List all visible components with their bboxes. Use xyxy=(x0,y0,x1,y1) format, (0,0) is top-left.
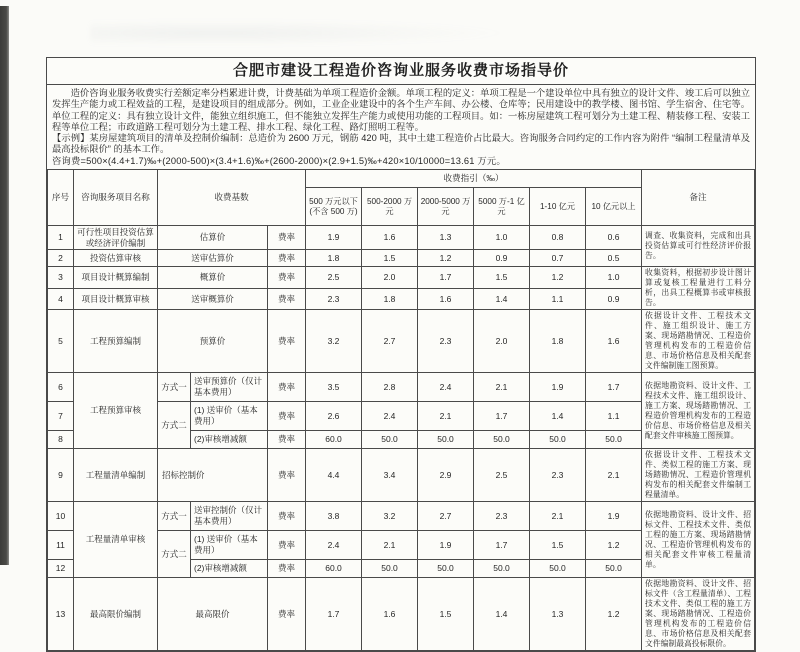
rate-label: 费率 xyxy=(268,531,306,560)
row-seq: 6 xyxy=(48,373,74,402)
row-seq: 7 xyxy=(48,402,74,431)
rate-value: 2.1 xyxy=(586,449,642,502)
rate-value: 0.6 xyxy=(586,226,642,250)
rate-value: 1.1 xyxy=(586,402,642,431)
rate-value: 2.4 xyxy=(362,402,418,431)
rate-value: 2.3 xyxy=(418,310,474,373)
table-row xyxy=(48,449,755,502)
service-name: 投资估算审核 xyxy=(74,250,158,267)
row-seq: 1 xyxy=(48,226,74,250)
example-paragraph: 【示例】某房屋建筑项目的清单及控制价编制：总造价为 2600 万元，钢筋 420 吨，其中土建工程造价占比最大。咨询服务合同约定的工作内容为附件 “编制工程量清单及最高投标限价” 的基本工作。 xyxy=(52,133,750,155)
fee-base-desc: (2)审核增减额 xyxy=(191,560,268,578)
rate-value: 2.5 xyxy=(306,267,362,289)
table-row xyxy=(48,578,755,651)
rate-value: 1.6 xyxy=(362,226,418,250)
fee-base: 送审估算价 xyxy=(158,250,268,267)
note-cell: 调查、收集资料，完成和出具投资估算或可行性经济评价报告。 xyxy=(642,226,755,267)
rate-value: 1.5 xyxy=(474,267,530,289)
row-seq: 12 xyxy=(48,560,74,578)
method-label: 方式二 xyxy=(158,531,191,578)
fee-base: 估算价 xyxy=(158,226,268,250)
rate-value: 2.5 xyxy=(474,449,530,502)
rate-value: 2.1 xyxy=(474,373,530,402)
row-seq: 13 xyxy=(48,578,74,651)
note-cell: 收集资料，根据初步设计图计算或复核工程量进行工料分析，出具工程概算书或审核报告。 xyxy=(642,267,755,310)
rate-value: 50.0 xyxy=(362,431,418,449)
rate-value: 0.7 xyxy=(530,250,586,267)
note-cell: 依据地勘资料、设计文件、工程技术文件、施工组织设计、施工方案、现场踏勘情况、工程造价管理机构发布的工程造价信息、市场价格信息及相关配套文件审核施工图预算。 xyxy=(642,373,755,449)
row-seq: 10 xyxy=(48,502,74,531)
rate-value: 50.0 xyxy=(418,431,474,449)
service-name: 可行性项目投资估算或经济评价编制 xyxy=(74,226,158,250)
note-cell: 依据设计文件、工程技术文件、类似工程的施工方案、现场踏勘情况、工程造价管理机构发布的相关配套文件编制工程量清单。 xyxy=(642,449,755,502)
rate-value: 1.2 xyxy=(530,267,586,289)
header-note: 备注 xyxy=(642,170,755,226)
rate-value: 1.5 xyxy=(362,250,418,267)
row-seq: 5 xyxy=(48,310,74,373)
rate-label: 费率 xyxy=(268,402,306,431)
row-seq: 2 xyxy=(48,250,74,267)
rate-value: 1.3 xyxy=(418,226,474,250)
rate-label: 费率 xyxy=(268,250,306,267)
row-seq: 3 xyxy=(48,267,74,289)
header-range-4: 5000 万-1 亿元 xyxy=(474,188,530,226)
rate-value: 1.7 xyxy=(474,402,530,431)
rate-value: 50.0 xyxy=(474,560,530,578)
rate-value: 1.5 xyxy=(418,578,474,651)
rate-value: 50.0 xyxy=(474,431,530,449)
row-seq: 4 xyxy=(48,288,74,310)
rate-value: 1.4 xyxy=(474,578,530,651)
header-range-2: 500-2000 万元 xyxy=(362,188,418,226)
rate-label: 费率 xyxy=(268,578,306,651)
table-row xyxy=(48,267,755,289)
note-cell: 依据地勘资料、设计文件、招标文件、工程技术文件、类似工程的施工方案、现场踏勘情况、工程造价管理机构发布的相关配套文件审核工程量清单。 xyxy=(642,502,755,578)
header-seq: 序号 xyxy=(48,170,74,226)
rate-value: 1.0 xyxy=(474,226,530,250)
rate-value: 2.4 xyxy=(306,531,362,560)
fee-table-body xyxy=(48,226,755,651)
rate-value: 3.4 xyxy=(362,449,418,502)
rate-value: 1.2 xyxy=(586,531,642,560)
rate-value: 1.0 xyxy=(586,267,642,289)
method-label: 方式一 xyxy=(158,373,191,402)
header-range-5: 1-10 亿元 xyxy=(530,188,586,226)
rate-value: 1.8 xyxy=(530,310,586,373)
rate-label: 费率 xyxy=(268,310,306,373)
fee-base: 送审概算价 xyxy=(158,288,268,310)
method-label: 方式二 xyxy=(158,402,191,449)
rate-label: 费率 xyxy=(268,560,306,578)
rate-value: 1.3 xyxy=(530,578,586,651)
preamble xyxy=(47,85,755,169)
method-label: 方式一 xyxy=(158,502,191,531)
rate-value: 2.3 xyxy=(530,449,586,502)
rate-value: 1.6 xyxy=(418,288,474,310)
rate-label: 费率 xyxy=(268,226,306,250)
fee-base: 最高限价 xyxy=(158,578,268,651)
service-name: 最高限价编制 xyxy=(74,578,158,651)
header-fee-guide: 收费指引（‰） xyxy=(306,170,642,188)
table-row xyxy=(48,226,755,250)
table-row xyxy=(48,310,755,373)
rate-value: 1.4 xyxy=(530,402,586,431)
service-name: 项目设计概算编制 xyxy=(74,267,158,289)
row-seq: 11 xyxy=(48,531,74,560)
page-title: 合肥市建设工程造价咨询业服务收费市场指导价 xyxy=(47,58,755,85)
rate-value: 50.0 xyxy=(418,560,474,578)
rate-value: 2.4 xyxy=(418,373,474,402)
rate-value: 50.0 xyxy=(530,431,586,449)
table-row xyxy=(48,373,755,402)
fee-table-head xyxy=(48,170,755,226)
table-row xyxy=(48,502,755,531)
service-name: 工程预算编制 xyxy=(74,310,158,373)
service-name: 工程预算审核 xyxy=(74,373,158,449)
rate-value: 1.9 xyxy=(306,226,362,250)
fee-base-desc: 送审预算价（仅计基本费用） xyxy=(191,373,268,402)
rate-value: 50.0 xyxy=(362,560,418,578)
rate-value: 2.3 xyxy=(306,288,362,310)
rate-value: 2.0 xyxy=(362,267,418,289)
rate-label: 费率 xyxy=(268,288,306,310)
rate-value: 2.7 xyxy=(418,502,474,531)
rate-value: 2.8 xyxy=(362,373,418,402)
rate-value: 1.6 xyxy=(362,578,418,651)
header-range-6: 10 亿元以上 xyxy=(586,188,642,226)
fee-base-desc: (1) 送审价（基本费用） xyxy=(191,402,268,431)
formula-line: 咨询费=500×(4.4+1.7)‰+(2000-500)×(3.4+1.6)‰+(2600-2000)×(2.9+1.5)‰+420×10/10000=13.61 万元。 xyxy=(52,155,506,166)
rate-value: 0.9 xyxy=(474,250,530,267)
rate-value: 2.3 xyxy=(474,502,530,531)
rate-value: 1.1 xyxy=(530,288,586,310)
note-cell: 依据地勘资料、设计文件、招标文件（含工程量清单）、工程技术文件、类似工程的施工方案、现场踏勘情况、工程造价管理机构发布的工程造价信息、市场价格信息及相关配套文件编制最高投标限价。 xyxy=(642,578,755,651)
rate-value: 4.4 xyxy=(306,449,362,502)
rate-value: 1.9 xyxy=(530,373,586,402)
note-cell: 依据设计文件、工程技术文件、施工组织设计、施工方案、现场踏勘情况、工程造价管理机构发布的工程造价信息、市场价格信息及相关配套文件编制施工图预算。 xyxy=(642,310,755,373)
rate-value: 1.7 xyxy=(586,373,642,402)
fee-base: 招标控制价 xyxy=(158,449,268,502)
rate-value: 50.0 xyxy=(586,560,642,578)
rate-value: 2.9 xyxy=(418,449,474,502)
rate-value: 2.1 xyxy=(530,502,586,531)
rate-value: 60.0 xyxy=(306,431,362,449)
document-sheet xyxy=(46,57,756,652)
intro-paragraph: 造价咨询业服务收费实行差额定率分档累进计费，计费基础为单项工程造价金额。单项工程的定义：单项工程是一个建设单位中具有独立的设计文件、竣工后可以独立发挥生产能力或工程效益的工程，是建设项目的组成部分。例如，工业企业建设中的各个生产车间、办公楼、仓库等；民用建设中的教学楼、图书馆、学生宿舍、住宅等。单位工程的定义：具有独立设计文件，能独立组织施工，但不能独立发挥生产能力或使用功能的工程项目。如：一栋房屋建筑工程可划分为土建工程、精装修工程、安装工程等单位工程；市政道路工程可划分为土建工程、排水工程、绿化工程、路灯照明工程等。 xyxy=(52,88,750,132)
rate-value: 1.8 xyxy=(306,250,362,267)
rate-value: 1.2 xyxy=(418,250,474,267)
rate-value: 2.0 xyxy=(474,310,530,373)
rate-value: 2.6 xyxy=(306,402,362,431)
fee-base: 预算价 xyxy=(158,310,268,373)
rate-value: 1.9 xyxy=(586,502,642,531)
rate-value: 3.5 xyxy=(306,373,362,402)
service-name: 工程量清单编制 xyxy=(74,449,158,502)
rate-value: 0.9 xyxy=(586,288,642,310)
rate-value: 60.0 xyxy=(306,560,362,578)
rate-value: 1.7 xyxy=(474,531,530,560)
header-service-name: 咨询服务项目名称 xyxy=(74,170,158,226)
rate-value: 50.0 xyxy=(586,431,642,449)
fee-base-desc: (1) 送审价（基本费用） xyxy=(191,531,268,560)
fee-table xyxy=(47,169,755,651)
rate-value: 3.2 xyxy=(306,310,362,373)
scan-smudge xyxy=(90,20,510,46)
rate-value: 3.8 xyxy=(306,502,362,531)
rate-value: 1.5 xyxy=(530,531,586,560)
rate-value: 1.9 xyxy=(418,531,474,560)
fee-base-desc: 送审控制价（仅计基本费用） xyxy=(191,502,268,531)
row-seq: 8 xyxy=(48,431,74,449)
rate-value: 0.8 xyxy=(530,226,586,250)
rate-value: 2.1 xyxy=(418,402,474,431)
rate-value: 2.1 xyxy=(362,531,418,560)
rate-value: 1.7 xyxy=(418,267,474,289)
fee-base-desc: (2)审核增减额 xyxy=(191,431,268,449)
rate-label: 费率 xyxy=(268,502,306,531)
fee-base: 概算价 xyxy=(158,267,268,289)
rate-label: 费率 xyxy=(268,431,306,449)
row-seq: 9 xyxy=(48,449,74,502)
rate-label: 费率 xyxy=(268,373,306,402)
rate-value: 0.5 xyxy=(586,250,642,267)
rate-value: 2.7 xyxy=(362,310,418,373)
rate-label: 费率 xyxy=(268,267,306,289)
header-range-3: 2000-5000 万元 xyxy=(418,188,474,226)
service-name: 工程量清单审核 xyxy=(74,502,158,578)
rate-value: 3.2 xyxy=(362,502,418,531)
rate-value: 1.4 xyxy=(474,288,530,310)
header-fee-base: 收费基数 xyxy=(158,170,306,226)
rate-value: 1.8 xyxy=(362,288,418,310)
service-name: 项目设计概算审核 xyxy=(74,288,158,310)
rate-label: 费率 xyxy=(268,449,306,502)
scan-edge-shadow xyxy=(0,6,9,565)
rate-value: 1.2 xyxy=(586,578,642,651)
header-range-1: 500 万元以下(不含 500 万) xyxy=(306,188,362,226)
rate-value: 1.6 xyxy=(586,310,642,373)
rate-value: 1.7 xyxy=(306,578,362,651)
rate-value: 50.0 xyxy=(530,560,586,578)
